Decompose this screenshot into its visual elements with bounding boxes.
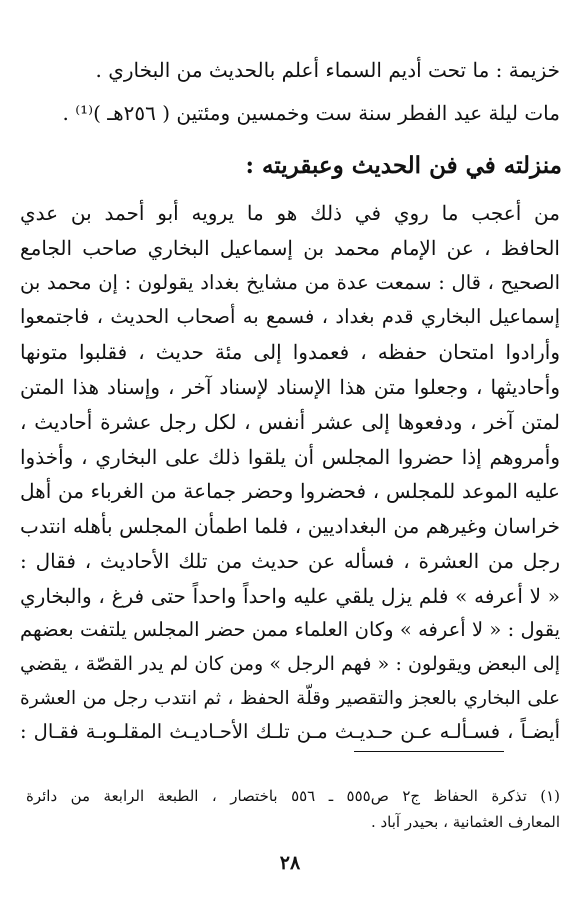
body-line: وأحاديثها ، وجعلوا متن هذا الإسناد لإسناد آخر ، وإسناد هذا المتن [20,375,560,399]
body-line: وأمروهم إذا حضروا المجلس أن يلقوا ذلك على البخاري ، وأخذوا [20,445,560,469]
body-line: إلى البعض ويقولون : « فهم الرجل » ومن كان لم يدر القصّة ، يقضي [20,653,560,675]
intro-line-1: خزيمة : ما تحت أديم السماء أعلم بالحديث من البخاري . [95,58,560,82]
page-number: ٢٨ [279,852,301,874]
body-line: إسماعيل البخاري قدم بغداد ، فسمع به أصحاب الحديث ، فاجتمعوا [20,305,560,328]
body-line: يقول : « لا أعرفه » وكان العلماء ممن حضر المجلس يلتفت بعضهم [20,618,560,641]
footnote-divider [354,751,504,752]
body-line: من أعجب ما روي في ذلك هو ما يرويه أبو أحمد بن عدي [20,201,560,225]
body-line: رجل من العشرة ، فسأله عن حديث من تلك الأحاديث ، فقال : [20,549,560,573]
section-heading: منزلته في فن الحديث وعبقريته : [245,152,562,179]
body-line: الصحيح ، قال : سمعت عدة من مشايخ بغداد يقولون : إن محمد بن [20,271,560,294]
footnote-line-2: المعارف العثمانية ، بحيدر آباد . [370,813,560,831]
body-line: أيضـاً ، فسـألـه عـن حـديـث مـن تلـك الأحـاديـث المقلـوبـة فقـال : [20,720,560,743]
intro-line-2: مات ليلة عيد الفطر سنة ست وخمسين ومئتين ( ٢٥٦هـ )⁽¹⁾ . [62,101,560,125]
body-line: الحافظ ، عن الإمام محمد بن إسماعيل البخاري صاحب الجامع [20,236,560,260]
body-line: « لا أعرفه » فلم يزل يلقي عليه واحداً واحداً حتى فرغ ، والبخاري [20,584,560,608]
body-line: خراسان وغيرهم من البغداديين ، فلما اطمأن المجلس بأهله انتدب [20,514,560,538]
body-line: وأرادوا امتحان حفظه ، فعمدوا إلى مئة حديث ، فقلبوا متونها [20,340,560,364]
footnote-line-1: (١) تذكرة الحفاظ ج٢ ص٥٥٥ ـ ٥٥٦ باختصار ، الطبعة الرابعة من دائرة [26,787,560,805]
body-line: على البخاري بالعجز والتقصير وقلّة الحفظ ، ثم انتدب رجل من العشرة [20,688,560,709]
body-line: عليه الموعد للمجلس ، فحضروا وحضر جماعة من الغرباء من أهل [20,479,560,503]
body-line: لمتن آخر ، ودفعوها إلى عشر أنفس ، لكل رجل عشرة أحاديث ، [20,410,560,434]
